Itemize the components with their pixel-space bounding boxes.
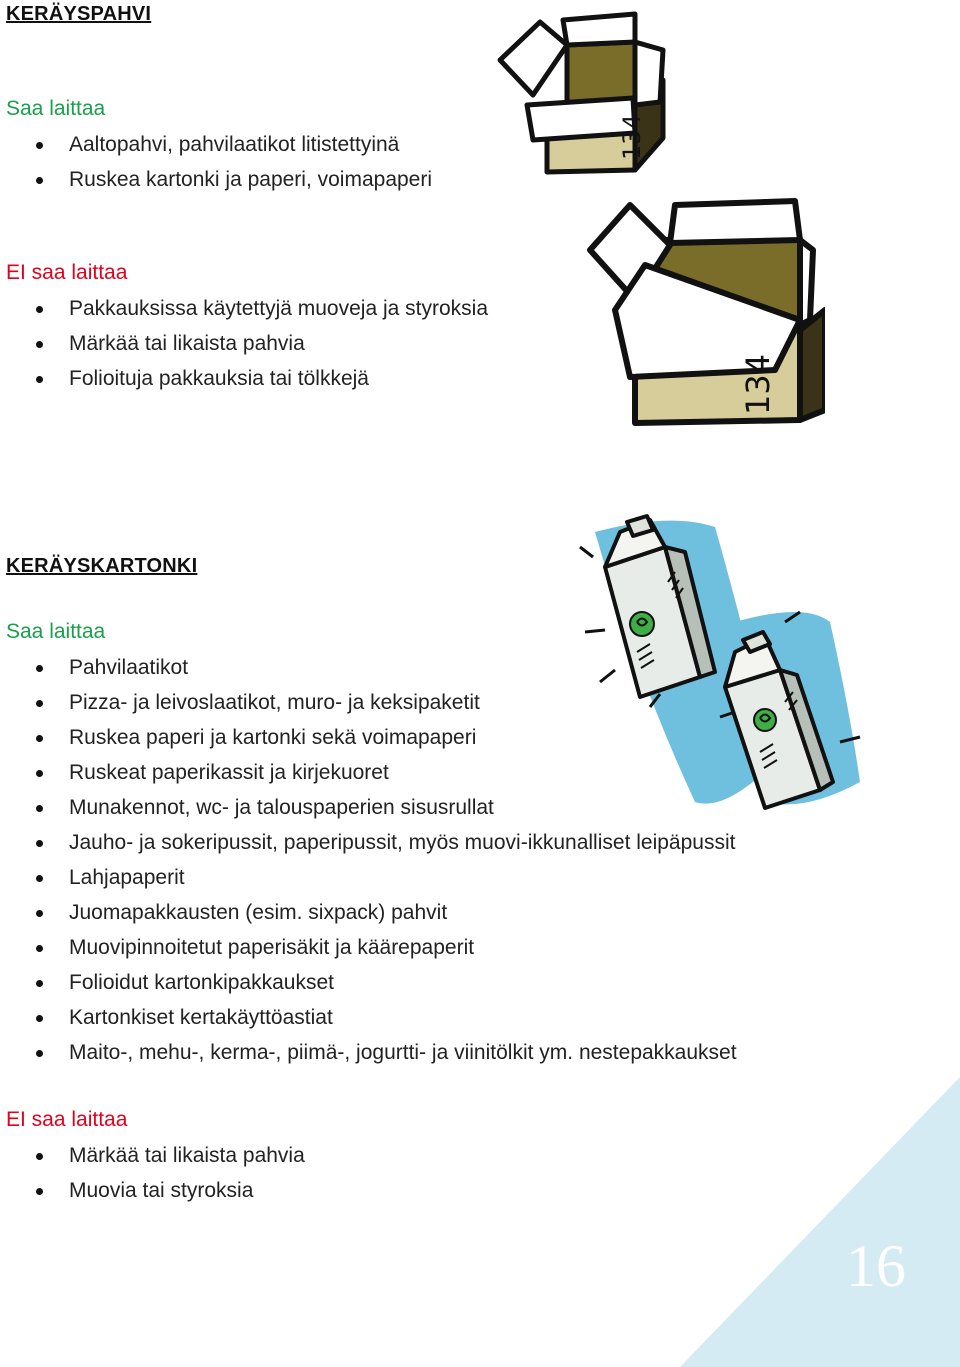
list-item: Muovia tai styroksia [0, 1173, 305, 1208]
list-item: Ruskea kartonki ja paperi, voimapaperi [0, 162, 432, 197]
list-item: Pizza- ja leivoslaatikot, muro- ja keksipaketit [0, 685, 737, 720]
section-title-kerayspahvi: KERÄYSPAHVI [6, 3, 152, 25]
list-item: Kartonkiset kertakäyttöastiat [0, 1000, 737, 1035]
list-item: Jauho- ja sokeripussit, paperipussit, myös muovi-ikkunalliset leipäpussit [0, 825, 737, 860]
not-allowed-label: EI saa laittaa [6, 261, 128, 284]
list-item: Juomapakkausten (esim. sixpack) pahvit [0, 895, 737, 930]
not-allowed-label: EI saa laittaa [6, 1108, 128, 1131]
list-item: Märkää tai likaista pahvia [0, 1138, 305, 1173]
list-item: Maito-, mehu-, kerma-, piimä-, jogurtti- ja viinitölkit ym. nestepakkaukset [0, 1035, 737, 1070]
not-allowed-list [0, 1138, 305, 1208]
list-item: Folioituja pakkauksia tai tölkkejä [0, 361, 488, 396]
page-corner-decoration [680, 1077, 960, 1367]
list-item: Munakennot, wc- ja talouspaperien sisusrullat [0, 790, 737, 825]
box-number-label: 134 [618, 114, 646, 160]
box-number-label: 134 [739, 353, 777, 415]
list-item: Pakkauksissa käytettyjä muoveja ja styroksia [0, 291, 488, 326]
list-item: Folioidut kartonkipakkaukset [0, 965, 737, 1000]
list-item: Ruskea paperi ja kartonki sekä voimapaperi [0, 720, 737, 755]
list-item: Aaltopahvi, pahvilaatikot litistettyinä [0, 127, 432, 162]
allowed-list [0, 127, 432, 197]
cardboard-box-icon [585, 195, 825, 435]
allowed-label: Saa laittaa [6, 620, 106, 643]
cardboard-box-icon [495, 10, 675, 180]
section-title-keravskartonki: KERÄYSKARTONKI [6, 555, 198, 577]
milk-carton-icon [575, 512, 865, 812]
allowed-label: Saa laittaa [6, 97, 106, 120]
list-item: Ruskeat paperikassit ja kirjekuoret [0, 755, 737, 790]
list-item: Pahvilaatikot [0, 650, 737, 685]
not-allowed-list [0, 291, 488, 396]
list-item: Märkää tai likaista pahvia [0, 326, 488, 361]
page-number: 16 [846, 1233, 906, 1299]
list-item: Lahjapaperit [0, 860, 737, 895]
list-item: Muovipinnoitetut paperisäkit ja käärepaperit [0, 930, 737, 965]
